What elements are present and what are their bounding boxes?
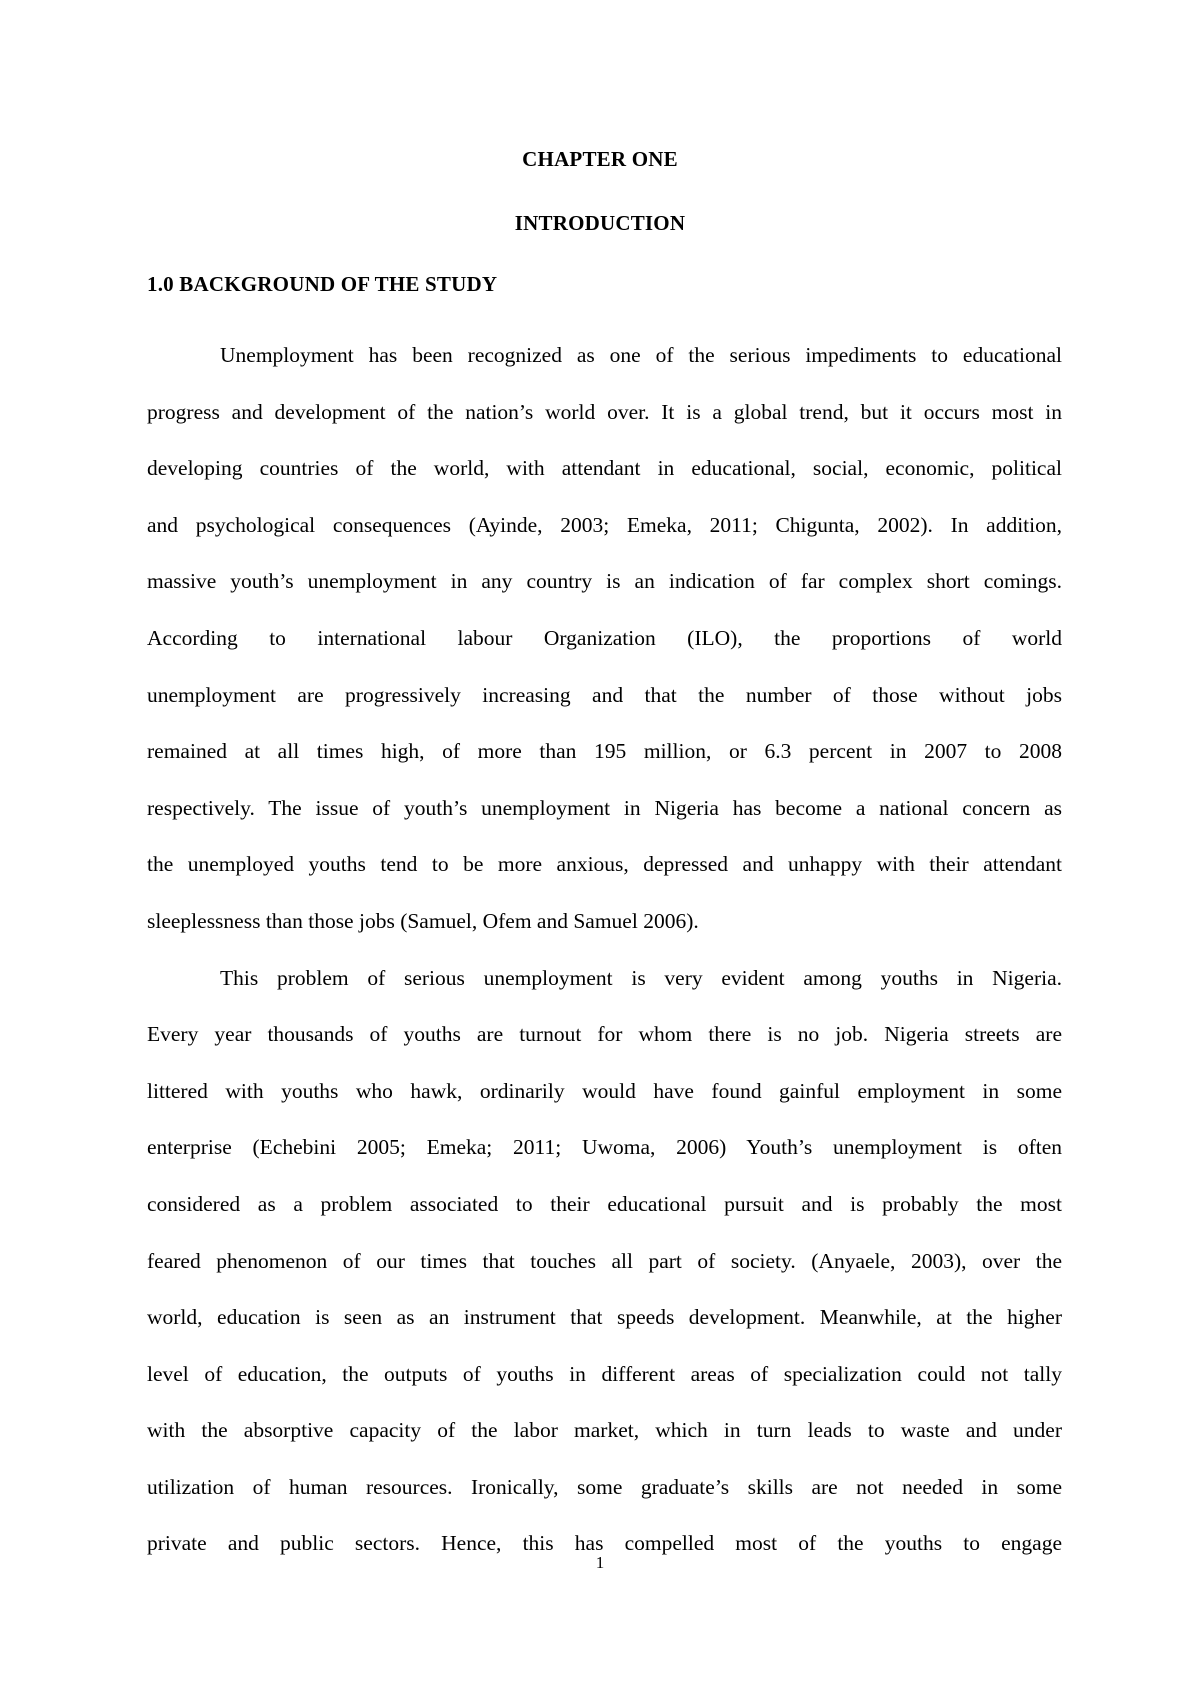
paragraph-2-line: private and public sectors. Hence, this has compelled most of the youths to engage [147,1531,1062,1556]
paragraph-2-line: considered as a problem associated to their educational pursuit and is probably the most [147,1191,1062,1216]
paragraph-1-line: remained at all times high, of more than 195 million, or 6.3 percent in 2007 to 2008 [147,739,1062,764]
paragraph-2-line: with the absorptive capacity of the labor market, which in turn leads to waste and under [147,1418,1062,1443]
page-number: 1 [595,1553,605,1572]
paragraph-2-line: level of education, the outputs of youths in different areas of specialization could not tally [147,1361,1062,1386]
paragraph-2-line: utilization of human resources. Ironically, some graduate’s skills are not needed in some [147,1474,1062,1499]
paragraph-1-line: unemployment are progressively increasing and that the number of those without jobs [147,682,1062,707]
paragraph-2-line: enterprise (Echebini 2005; Emeka; 2011; Uwoma, 2006) Youth’s unemployment is often [147,1135,1062,1160]
paragraph-2-line: world, education is seen as an instrument that speeds development. Meanwhile, at the higher [147,1305,1062,1330]
section-heading: 1.0 BACKGROUND OF THE STUDY [147,272,498,296]
chapter-title: CHAPTER ONE [522,147,678,171]
paragraph-2-line: Every year thousands of youths are turnout for whom there is no job. Nigeria streets are [147,1022,1062,1047]
paragraph-2-line: littered with youths who hawk, ordinarily would have found gainful employment in some [147,1078,1062,1103]
paragraph-1-line: the unemployed youths tend to be more anxious, depressed and unhappy with their attendant [147,852,1062,877]
paragraph-1-line: According to international labour Organization (ILO), the proportions of world [147,625,1062,650]
paragraph-2-line: feared phenomenon of our times that touches all part of society. (Anyaele, 2003), over the [147,1248,1062,1273]
body-text [147,327,1062,1572]
paragraph-1-line: massive youth’s unemployment in any country is an indication of far complex short comings. [147,569,1062,594]
paragraph-1-line: Unemployment has been recognized as one of the serious impediments to educational [220,343,1062,367]
paragraph-2-line: This problem of serious unemployment is very evident among youths in Nigeria. [220,965,1062,990]
chapter-subtitle: INTRODUCTION [514,211,686,235]
paragraph-1-line: developing countries of the world, with attendant in educational, social, economic, political [147,456,1062,481]
paragraph-1-line: and psychological consequences (Ayinde, 2003; Emeka, 2011; Chigunta, 2002). In addition, [147,512,1062,537]
paragraph-1-line: progress and development of the nation’s world over. It is a global trend, but it occurs most in [147,399,1062,424]
paragraph-1-line: sleeplessness than those jobs (Samuel, Ofem and Samuel 2006). [147,908,699,933]
paragraph-1-line: respectively. The issue of youth’s unemployment in Nigeria has become a national concern as [147,795,1062,820]
